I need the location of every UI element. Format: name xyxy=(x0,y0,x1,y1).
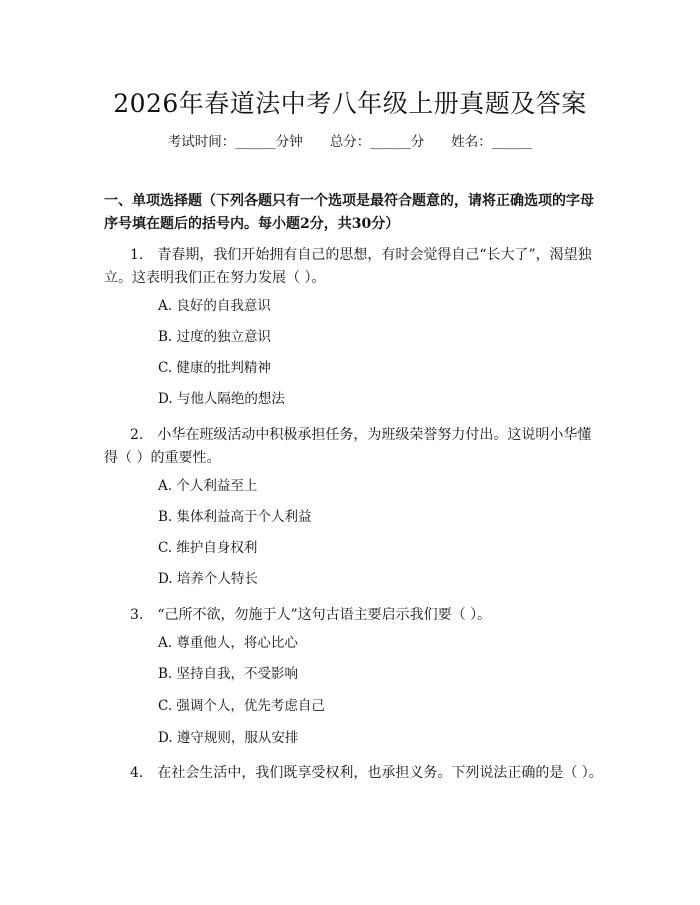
question-1-option-b: B. 过度的独立意识 xyxy=(158,329,272,345)
exam-info-line: 考试时间：______分钟 总分：______分 姓名：______ xyxy=(167,134,533,150)
question-3-option-b: B. 坚持自我，不受影响 xyxy=(158,666,299,682)
question-3-option-c: C. 强调个人，优先考虑自己 xyxy=(158,698,325,714)
section-heading: 一、单项选择题（下列各题只有一个选项是最符合题意的，请将正确选项的字母序号填在题后的括号内。每小题2分，共30分） xyxy=(104,193,594,232)
question-2-option-c: C. 维护自身权利 xyxy=(158,540,258,556)
question-1-text: 1. 青春期，我们开始拥有自己的思想，有时会觉得自己“长大了”，渴望独立。这表明我们正在努力发展（ ）。 xyxy=(104,247,592,286)
question-3-option-d: D. 遵守规则，服从安排 xyxy=(158,730,299,746)
question-2-option-b: B. 集体利益高于个人利益 xyxy=(158,509,312,525)
question-3-option-a: A. 尊重他人，将心比心 xyxy=(158,635,298,651)
question-2-option-d: D. 培养个人特长 xyxy=(158,571,258,587)
question-1-option-a: A. 良好的自我意识 xyxy=(158,298,271,314)
question-2-option-a: A. 个人利益至上 xyxy=(158,478,258,494)
question-4-text: 4. 在社会生活中，我们既享受权利，也承担义务。下列说法正确的是（ ）。 xyxy=(130,765,603,781)
question-1-option-d: D. 与他人隔绝的想法 xyxy=(158,391,285,407)
question-1-option-c: C. 健康的批判精神 xyxy=(158,360,271,376)
page-title: 2026年春道法中考八年级上册真题及答案 xyxy=(113,89,587,118)
question-3-text: 3. “己所不欲，勿施于人”这句古语主要启示我们要（ ）。 xyxy=(130,607,492,623)
question-2-text: 2. 小华在班级活动中积极承担任务，为班级荣誉努力付出。这说明小华懂得（ ）的重要性。 xyxy=(104,427,592,466)
